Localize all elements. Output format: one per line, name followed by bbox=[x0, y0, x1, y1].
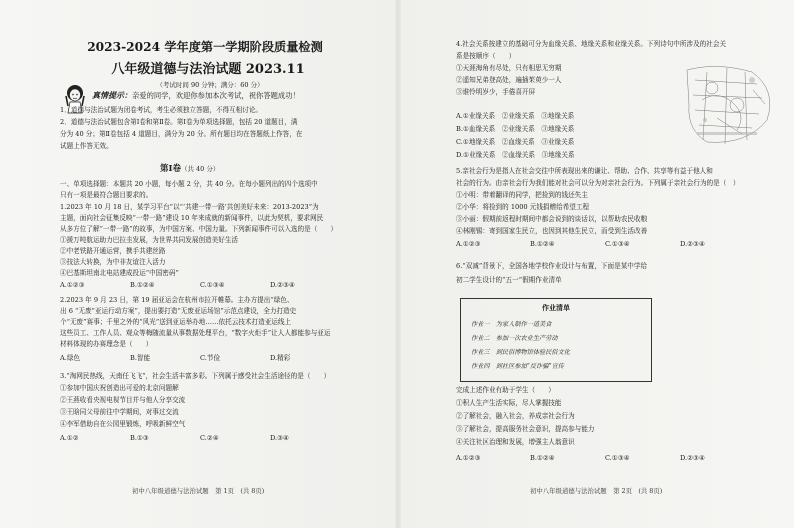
q4-option-3: ③谁怜明岁少，手倦喜开屏 bbox=[456, 88, 536, 96]
q1-choice-d[interactable]: D.②③④ bbox=[270, 281, 295, 289]
q1-choice-b[interactable]: B.①②④ bbox=[130, 281, 155, 289]
tip-label: 真情提示： bbox=[92, 90, 132, 100]
q5-choice-c[interactable]: C.①③④ bbox=[605, 240, 630, 248]
instruction-line-1: 一、单项选择题：本题共 20 小题，每小题 2 分，共 40 分。在每小题列出的四个选项中 bbox=[60, 180, 318, 188]
q1-option-1: ①援万吨航运助力巴拉圭发展，为世界共同发展创造美好生活 bbox=[60, 236, 239, 244]
tip-line bbox=[92, 90, 300, 101]
q3-choice-c[interactable]: C.②④ bbox=[200, 434, 219, 442]
q2-line-2: 出 6 “无废”亚运行动方案”，提出要打造“无废亚运场馆”示范点建设，全力打造史 bbox=[60, 307, 297, 315]
q5-option-4: ④林刚锡：寄到国家生民立，也因到其他生民立，而受到生活改善 bbox=[456, 227, 648, 235]
left-page bbox=[0, 0, 394, 528]
q2-line-3: 个“无废”赛事；千里之外的“风光”送到亚运举办地……依托云技术打造亚运线上 bbox=[60, 318, 292, 326]
section-heading bbox=[160, 162, 219, 174]
q1-choice-c[interactable]: C.①③④ bbox=[200, 281, 225, 289]
q5-option-1: ①小明：带着翻译的同学，把捡到的钱还失主 bbox=[456, 191, 588, 199]
note-2a: 2．道德与法治试题包含第Ⅰ卷和第Ⅱ卷。第Ⅰ卷为单项选择题，包括 20 道题目，满 bbox=[60, 118, 298, 126]
q6-option-2: ②了解社会，融入社会，养成亲社会行为 bbox=[456, 412, 575, 420]
q5-option-3: ③小丽：假期前返程时期间中都会说到的谈话以，以帮助农民收粮 bbox=[456, 215, 648, 223]
exam-subtitle: 八年级道德与法治试题 2023.11 bbox=[111, 62, 305, 77]
q3-option-3: ③王晗同父母前往中学期间，对事过交流 bbox=[60, 408, 179, 416]
q6-choice-a[interactable]: A.①②③ bbox=[456, 454, 481, 462]
q3-choice-d[interactable]: D.③④ bbox=[270, 434, 289, 442]
q6-line-1: 6.“双减”背景下，全国各地学校作业设计与布置，下面是某中学给 bbox=[456, 262, 648, 270]
q5-option-2: ②小华：将捡到的 1000 元钱捐赠给希望工程 bbox=[456, 203, 590, 211]
q1-option-4: ④巴基斯坦南北电站建成投运“中国密码” bbox=[60, 269, 179, 277]
q2-choice-c[interactable]: C.节俭 bbox=[200, 354, 221, 362]
note-1: 1．道德与法治试题为闭卷考试，考生必须独立答题，不得互相讨论。 bbox=[60, 106, 263, 114]
classroom-illustration bbox=[577, 60, 792, 155]
instruction-line-2: 只有一项是最符合题目要求的。 bbox=[60, 191, 153, 199]
note-2b: 分为 40 分；第Ⅱ卷包括 4 道题目，满分为 20 分。所有题目均在答题纸上作答，在 bbox=[60, 130, 303, 138]
q4-choice-b[interactable]: B.①血缘关系 ②业缘关系 ③地缘关系 bbox=[456, 125, 575, 133]
q4-choice-a[interactable]: A.①业缘关系 ②业缘关系 ③地缘关系 bbox=[456, 112, 575, 120]
q4-option-2: ②遥知兄弟登高处，遍插茱萸少一人 bbox=[456, 76, 562, 84]
q3-line-1: 3.“淘网民热线，天南任飞飞”，社会生活丰富多彩。下列属于感受社会生活途径的是（ ） bbox=[60, 372, 331, 380]
section-score: （共 40 分） bbox=[180, 165, 220, 173]
q5-line-2: 社会的行为。由亲社会行为我们能对社会可以分为对亲社会行为。下列属于亲社会行为的是（ ） bbox=[456, 179, 740, 187]
section-title: 第Ⅰ卷 bbox=[160, 164, 181, 174]
q2-line-5: 材料体现的办赛理念是（ ） bbox=[60, 340, 153, 348]
q2-line-4: 这些员工、工作人员、观众等梅随流量从事数据处理平台，“数字火炬手”让人人都能参与亚运 bbox=[60, 329, 331, 337]
q4-line-1: 4.社会关系按建立的基础可分为血缘关系、地缘关系和业缘关系。下列诗句中所涉及的社会关 bbox=[456, 40, 727, 48]
exam-info: （考试时间 90 分钟；满分：60 分） bbox=[156, 81, 264, 89]
q2-choice-d[interactable]: D.精彩 bbox=[270, 354, 291, 362]
q4-choice-c[interactable]: C.①地缘关系 ②血缘关系 ③业缘关系 bbox=[456, 138, 575, 146]
homework-list-title: 作业清单 bbox=[542, 303, 570, 312]
q6-choice-b[interactable]: B.①②④ bbox=[530, 454, 555, 462]
q1-option-2: ②中老铁路开通运营，携手共建丝路 bbox=[60, 247, 166, 255]
q4-choice-d[interactable]: D.①业缘关系 ②血缘关系 ③地缘关系 bbox=[456, 151, 575, 159]
q3-option-4: ④李军借助自在公园里锻炼，呼吸新鲜空气 bbox=[60, 420, 186, 428]
q5-line-1: 5.亲社会行为是指人在社会交往中所表现出来的谦让、帮助、合作、共享等有益于他人和 bbox=[456, 167, 713, 175]
q3-choice-a[interactable]: A.①② bbox=[60, 434, 79, 442]
q6-choice-c[interactable]: C.①③④ bbox=[605, 454, 630, 462]
homework-item-4: 作业四 到社区参加“反诈骗”宣传 bbox=[471, 363, 564, 370]
q1-line-2: 主题，面向社会征集反映“一带一路”建设 10 年来成就的新闻事件，以此为契机，要求网民 bbox=[60, 214, 324, 222]
q4-line-2: 系是按顺序（ ） bbox=[456, 52, 516, 60]
q6-line-2: 初二学生设计的“五一”假期作业清单 bbox=[456, 276, 562, 284]
q6-option-4: ④关注社区治理和发展，增强主人翁意识 bbox=[456, 438, 575, 446]
homework-item-1: 作业一 为家人制作一道美食 bbox=[471, 321, 552, 328]
q1-choice-a[interactable]: A.①②③ bbox=[60, 281, 85, 289]
q6-line-3: 完成上述作业有助于学生（ ） bbox=[456, 386, 555, 394]
right-page bbox=[400, 0, 794, 528]
q6-option-1: ①积人生产生活实际，尽人掌握技能 bbox=[456, 399, 562, 407]
q4-option-1: ①天涯海角有尽处，只有相思无穷期 bbox=[456, 64, 562, 72]
q3-choice-b[interactable]: B.①③ bbox=[130, 434, 149, 442]
tip-text: 亲爱的同学，欢迎你参加本次考试，祝你答题成功！ bbox=[132, 91, 300, 100]
note-2c: 试题上作答无效。 bbox=[60, 142, 113, 150]
q1-option-3: ③技法大转换，为中非友谊注入活力 bbox=[60, 258, 166, 266]
q5-choice-d[interactable]: D.②③④ bbox=[680, 240, 705, 248]
q5-choice-a[interactable]: A.①②③ bbox=[456, 240, 481, 248]
exam-title: 2023-2024 学年度第一学期阶段质量检测 bbox=[87, 40, 323, 54]
q1-line-3: 从多方位了解“一带一路”的故事，为中国方案、中国力量。下列新闻事件可以入选的是（ ） bbox=[60, 225, 338, 233]
homework-list-box bbox=[460, 298, 652, 382]
q6-option-3: ③了解社会，提高服务社会意识，提高参与能力 bbox=[456, 425, 595, 433]
homework-item-3: 作业三 到民俗博物馆体验民俗文化 bbox=[471, 349, 570, 356]
homework-item-2: 作业二 参加一次农业生产劳动 bbox=[471, 335, 558, 342]
q2-line-1: 2.2023 年 9 月 23 日，第 19 届亚运会在杭州市拉开帷幕。主办方提出“绿色、 bbox=[60, 296, 294, 304]
q2-choice-b[interactable]: B.智能 bbox=[130, 354, 151, 362]
page-footer-left: 初中八年级道德与法治试题 第 1页 (共 8页) bbox=[132, 487, 265, 495]
page-footer-right: 初中八年级道德与法治试题 第 2页 (共 8页) bbox=[530, 487, 663, 495]
q2-choice-a[interactable]: A.绿色 bbox=[60, 354, 81, 362]
q5-choice-b[interactable]: B.①②④ bbox=[530, 240, 555, 248]
q3-option-2: ②王燕收看央视电视节目并与他人分享交流 bbox=[60, 396, 186, 404]
q6-choice-d[interactable]: D.②③④ bbox=[680, 454, 705, 462]
q1-line-1: 1.2023 年 10 月 18 日，某学习平台”以“‘共建一带一路’共创美好未来：2013-2023”为 bbox=[60, 203, 319, 211]
q3-option-1: ①参加中国庆祝创造出可爱的北京问题解 bbox=[60, 384, 179, 392]
